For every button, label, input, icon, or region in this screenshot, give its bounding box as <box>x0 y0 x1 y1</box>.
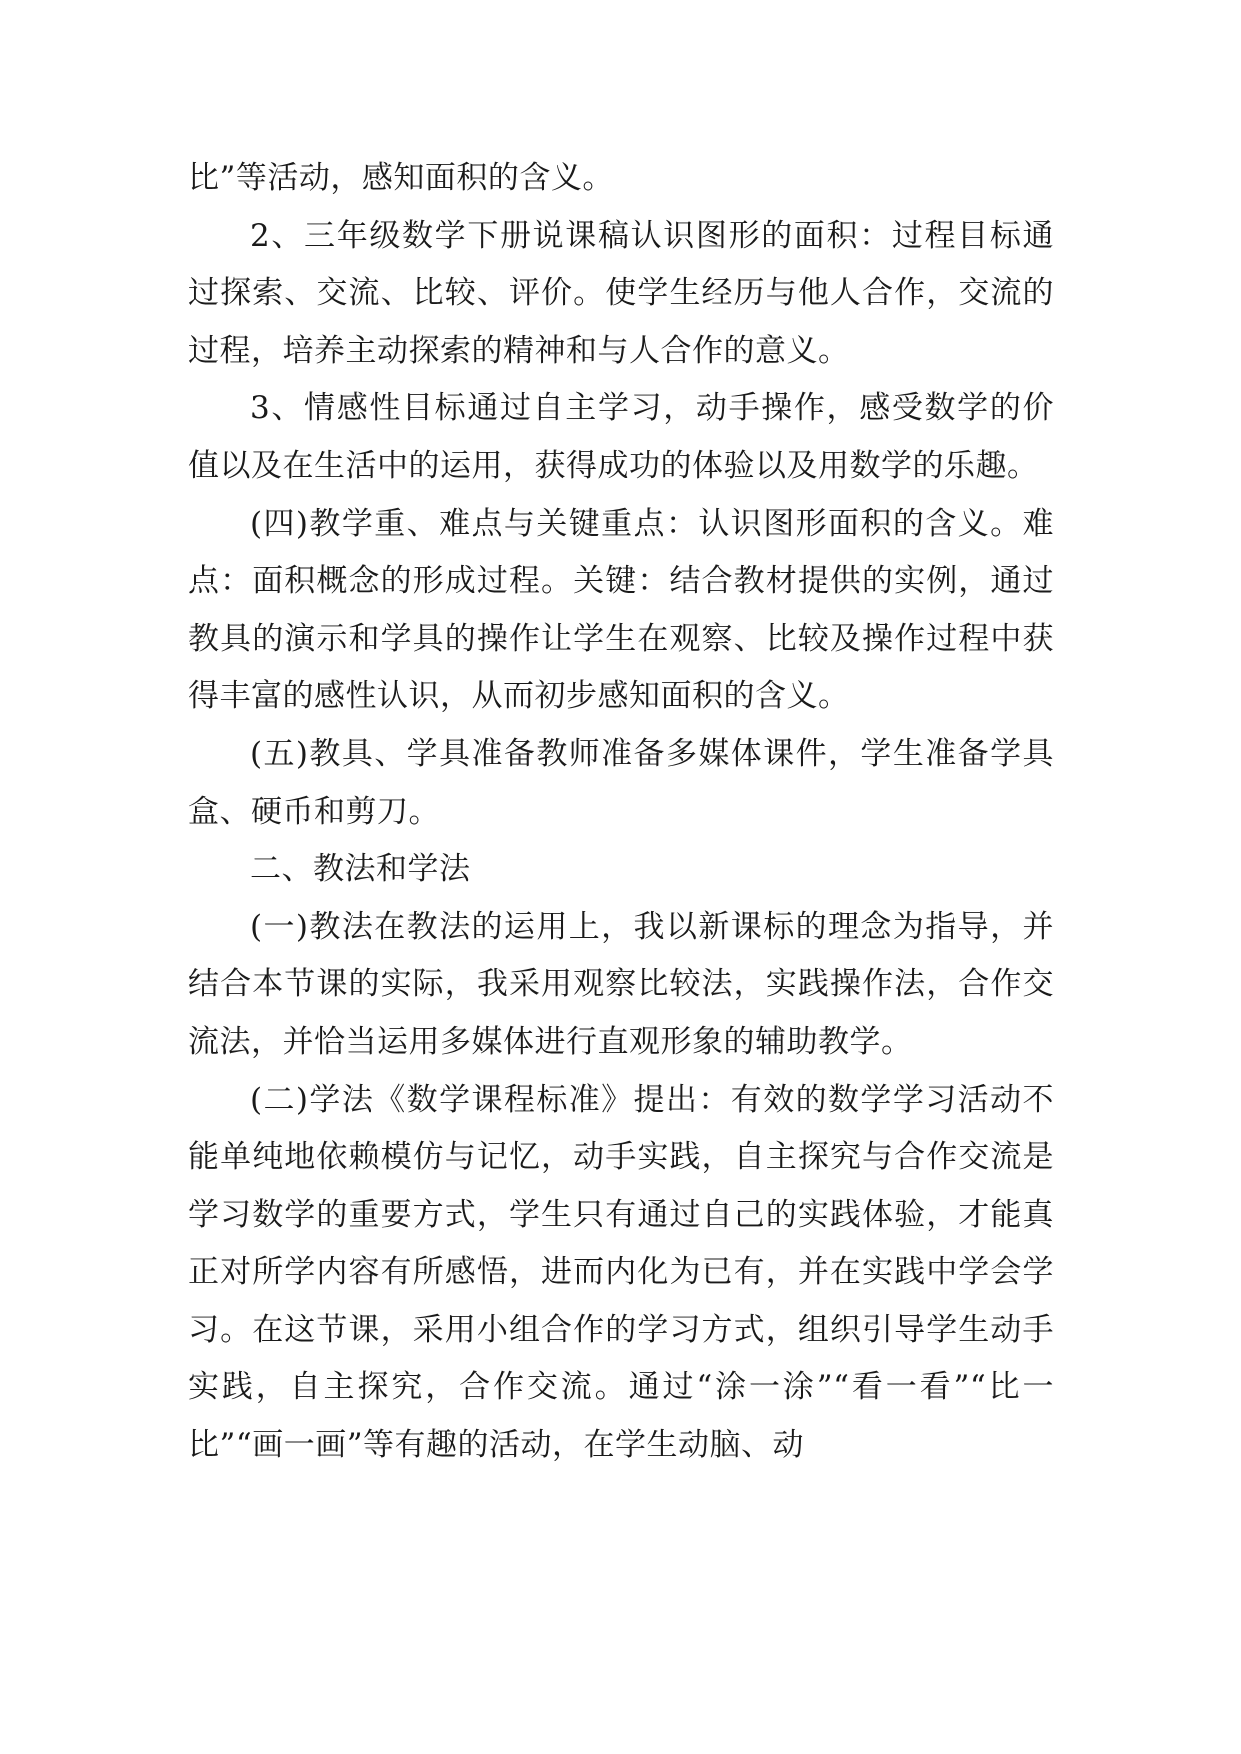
section-heading-methods: 二、教法和学法 <box>250 851 471 888</box>
paragraph-teaching-method: (一)教法在教法的运用上，我以新课标的理念为指导，并结合本节课的实际，我采用观察比较法，实践操作法，合作交流法，并恰当运用多媒体进行直观形象的辅助教学。 <box>188 908 1054 1060</box>
paragraph-emotional-goal: 3、情感性目标通过自主学习，动手操作，感受数学的价值以及在生活中的运用，获得成功的体验以及用数学的乐趣。 <box>188 390 1054 484</box>
paragraph-teaching-aids: (五)教具、学具准备教师准备多媒体课件，学生准备学具盒、硬币和剪刀。 <box>188 735 1054 830</box>
paragraph-continuation: 比”等活动，感知面积的含义。 <box>188 160 614 196</box>
document-body <box>188 150 1054 1475</box>
paragraph-learning-method: (二)学法《数学课程标准》提出：有效的数学学习活动不能单纯地依赖模仿与记忆，动手实践，自主探究与合作交流是学习数学的重要方式，学生只有通过自己的实践体验，才能真正对所学内容有所感悟，进而内化为已有，并在实践中学会学习。在这节课，采用小组合作的学习方式，组织引导学生动手实践，自主探究，合作交流。通过“涂一涂”“看一看”“比一比”“画一画”等有趣的活动，在学生动脑、动 <box>188 1081 1054 1464</box>
paragraph-key-points: (四)教学重、难点与关键重点：认识图形面积的含义。难点：面积概念的形成过程。关键：结合教材提供的实例，通过教具的演示和学具的操作让学生在观察、比较及操作过程中获得丰富的感性认识，从而初步感知面积的含义。 <box>188 505 1054 715</box>
paragraph-process-goal: 2、三年级数学下册说课稿认识图形的面积：过程目标通过探索、交流、比较、评价。使学生经历与他人合作，交流的过程，培养主动探索的精神和与人合作的意义。 <box>188 217 1054 369</box>
